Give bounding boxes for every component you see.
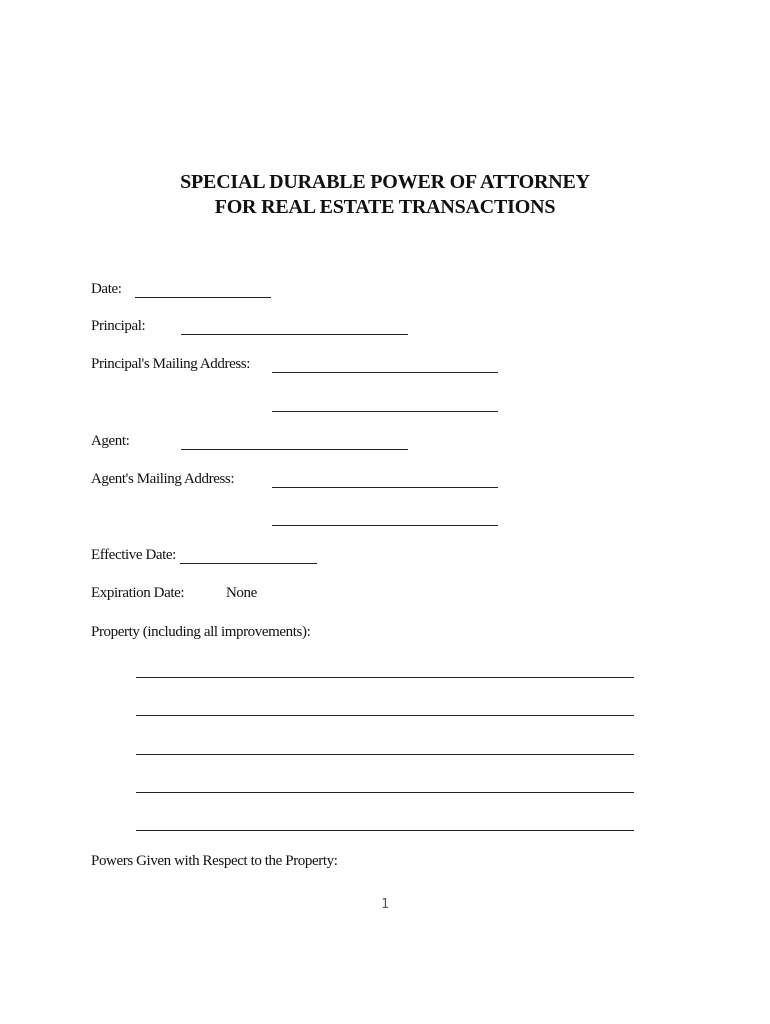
property-field-line-3[interactable]	[136, 754, 634, 755]
expiration-date-value: None	[226, 585, 257, 601]
property-label: Property (including all improvements):	[91, 624, 311, 640]
property-field-line-1[interactable]	[136, 677, 634, 678]
agent-field-line[interactable]	[181, 449, 408, 450]
principal-address-field-line-2[interactable]	[272, 411, 498, 412]
principal-field-line[interactable]	[181, 334, 408, 335]
property-field-line-5[interactable]	[136, 830, 634, 831]
effective-date-field-line[interactable]	[180, 563, 317, 564]
document-title-line-2: FOR REAL ESTATE TRANSACTIONS	[214, 196, 556, 218]
powers-label: Powers Given with Respect to the Property:	[91, 853, 338, 869]
expiration-date-label: Expiration Date:	[91, 585, 185, 601]
date-label: Date:	[91, 281, 122, 297]
agent-mailing-address-label: Agent's Mailing Address:	[91, 471, 235, 487]
property-field-line-2[interactable]	[136, 715, 634, 716]
property-field-line-4[interactable]	[136, 792, 634, 793]
effective-date-label: Effective Date:	[91, 547, 176, 563]
principal-label: Principal:	[91, 318, 146, 334]
document-title-line-1: SPECIAL DURABLE POWER OF ATTORNEY	[180, 171, 590, 193]
agent-address-field-line-2[interactable]	[272, 525, 498, 526]
date-field-line[interactable]	[135, 297, 271, 298]
principal-address-field-line-1[interactable]	[272, 372, 498, 373]
page-number: 1	[381, 897, 389, 912]
agent-label: Agent:	[91, 433, 130, 449]
agent-address-field-line-1[interactable]	[272, 487, 498, 488]
principal-mailing-address-label: Principal's Mailing Address:	[91, 356, 250, 372]
